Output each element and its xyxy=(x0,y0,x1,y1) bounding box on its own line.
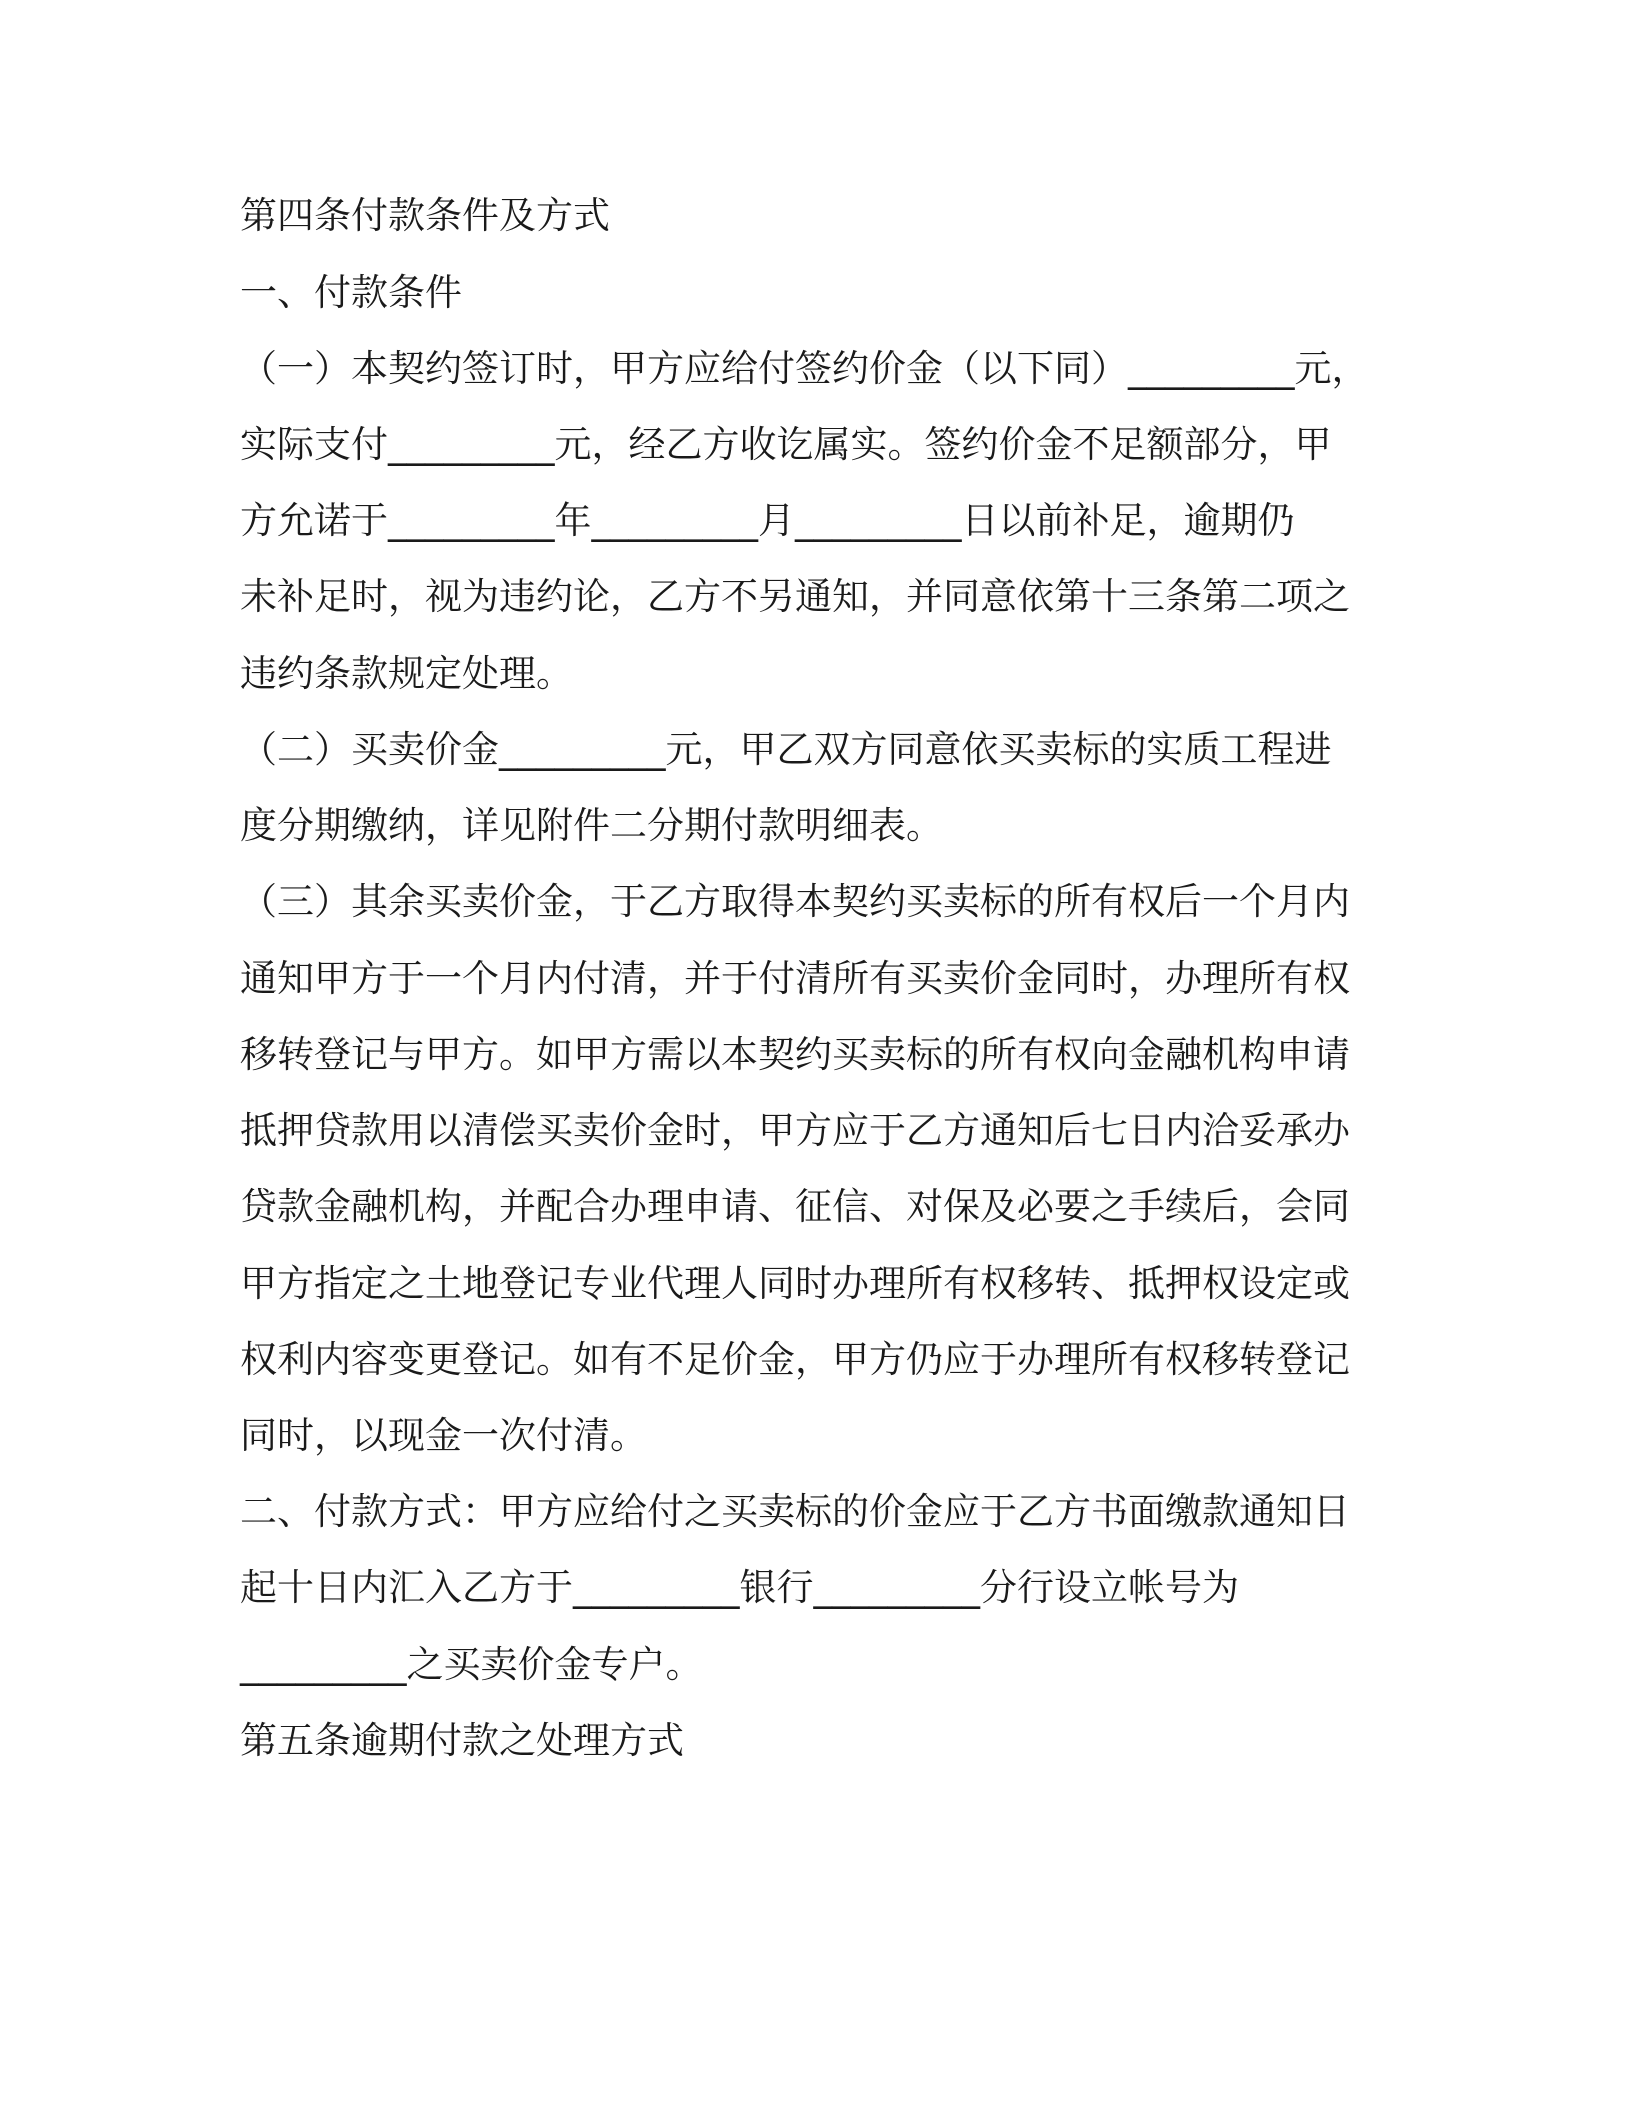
text-line: 同时，以现金一次付清。 xyxy=(240,1414,647,1457)
text-line: 未补足时，视为违约论，乙方不另通知，并同意依第十三条第二项之 xyxy=(240,575,1350,618)
text-line: 实际支付_________元，经乙方收讫属实。签约价金不足额部分，甲 xyxy=(240,423,1332,466)
text-line: （三）其余买卖价金，于乙方取得本契约买卖标的所有权后一个月内 xyxy=(240,880,1350,923)
text-line: 权利内容变更登记。如有不足价金，甲方仍应于办理所有权移转登记 xyxy=(240,1338,1350,1381)
text-line: _________之买卖价金专户。 xyxy=(240,1643,703,1686)
text-line: 甲方指定之土地登记专业代理人同时办理所有权移转、抵押权设定或 xyxy=(240,1262,1350,1305)
article-4-heading: 第四条付款条件及方式 xyxy=(240,194,610,237)
text-line: 贷款金融机构，并配合办理申请、征信、对保及必要之手续后，会同 xyxy=(240,1185,1350,1228)
text-line: 起十日内汇入乙方于_________银行_________分行设立帐号为 xyxy=(240,1566,1239,1609)
text-line: 方允诺于_________年_________月_________日以前补足，逾期仍 xyxy=(240,499,1295,542)
text-line: 通知甲方于一个月内付清，并于付清所有买卖价金同时，办理所有权 xyxy=(240,957,1350,1000)
text-line: 违约条款规定处理。 xyxy=(240,652,573,695)
text-line: （一）本契约签订时，甲方应给付签约价金（以下同）_________元， xyxy=(240,347,1369,390)
text-line: 度分期缴纳，详见附件二分期付款明细表。 xyxy=(240,804,943,847)
text-line: 抵押贷款用以清偿买卖价金时，甲方应于乙方通知后七日内洽妥承办 xyxy=(240,1109,1350,1152)
section-1-heading: 一、付款条件 xyxy=(240,271,462,314)
text-line: 移转登记与甲方。如甲方需以本契约买卖标的所有权向金融机构申请 xyxy=(240,1033,1350,1076)
section-2-line: 二、付款方式：甲方应给付之买卖标的价金应于乙方书面缴款通知日 xyxy=(240,1490,1350,1533)
text-line: （二）买卖价金_________元，甲乙双方同意依买卖标的实质工程进 xyxy=(240,728,1332,771)
article-5-heading: 第五条逾期付款之处理方式 xyxy=(240,1719,684,1762)
